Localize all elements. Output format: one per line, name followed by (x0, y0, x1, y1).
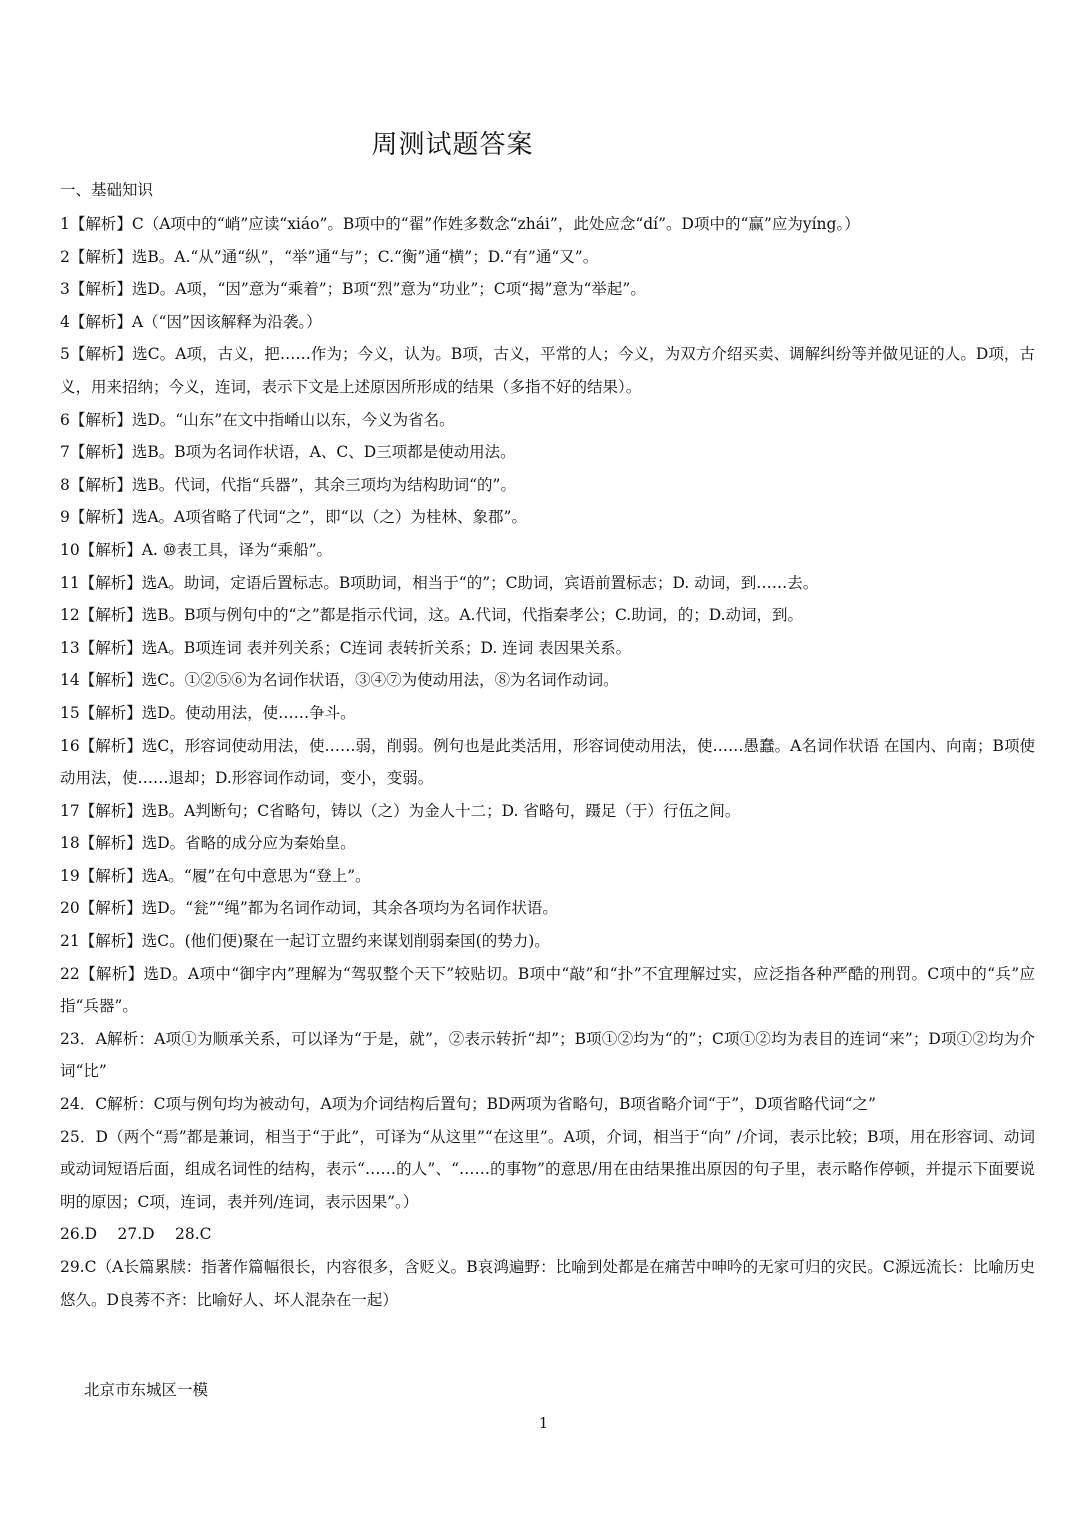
answer-item-17: 17【解析】选B。A判断句；C省略句，铸以（之）为金人十二；D. 省略句，蹑足（于）行伍之间。 (60, 801, 741, 820)
answer-item-23: 23．A解析：A项①为顺承关系，可以译为“于是，就”，②表示转折“却”；B项①②均为“的”；C项①②均为表目的连词“来”；D项①②均为介词“比” (60, 1029, 1035, 1081)
answer-item-10: 10【解析】A. ⑩表工具，译为“乘船”。 (60, 540, 333, 559)
answer-item-18: 18【解析】选D。省略的成分应为秦始皇。 (60, 834, 356, 853)
answer-item-29: 29.C（A长篇累牍：指著作篇幅很长，内容很多，含贬义。B哀鸿遍野：比喻到处都是在痛苦中呻吟的无家可归的灾民。C源远流长：比喻历史悠久。D良莠不齐：比喻好人、坏人混杂在一起） (60, 1258, 1035, 1309)
answer-item-1: 1【解析】C（A项中的“峭”应读“xiáo”。B项中的“翟”作姓多数念“zhái”，此处应念“dí”。D项中的“赢”应为yíng。） (60, 215, 860, 233)
document-title: 周测试题答案 (371, 130, 534, 160)
answer-item-8: 8【解析】选B。代词，代指“兵器”，其余三项均为结构助词“的”。 (60, 475, 516, 494)
answer-item-15: 15【解析】选D。使动用法，使……争斗。 (60, 703, 356, 722)
section-heading: 一、基础知识 (60, 181, 154, 199)
answer-item-11: 11【解析】选A。助词，定语后置标志。B项助词，相当于“的”；C助词，宾语前置标志；D. 动词，到……去。 (60, 573, 819, 592)
answer-item-2: 2【解析】选B。A.“从”通“纵”，“举”通“与”；C.“衡”通“横”；D.“有”通“又”。 (60, 247, 599, 266)
answer-item-7: 7【解析】选B。B项为名词作状语，A、C、D三项都是使动用法。 (60, 443, 516, 462)
page-number: 1 (538, 1414, 549, 1432)
answer-item-5: 5【解析】选C。A项，古义，把……作为；今义，认为。B项，古义，平常的人；今义，为双方介绍买卖、调解纠纷等并做见证的人。D项，古义，用来招纳；今义，连词，表示下文是上述原因所形成的结果（多指不好的结果）。 (60, 345, 1035, 396)
answer-item-13: 13【解析】选A。B项连词 表并列关系；C连词 表转折关系；D. 连词 表因果关系。 (60, 638, 632, 657)
answer-item-24: 24．C解析：C项与例句均为被动句，A项为介词结构后置句；BD两项为省略句，B项省略介词“于”，D项省略代词“之” (60, 1095, 876, 1114)
answer-item-4: 4【解析】A（“因”因该解释为沿袭。） (60, 312, 322, 331)
answer-item-20: 20【解析】选D。“瓮”“绳”都为名词作动词，其余各项均为名词作状语。 (60, 899, 558, 918)
answer-item-3: 3【解析】选D。A项，“因”意为“乘着”；B项“烈”意为“功业”；C项“揭”意为“举起”。 (60, 280, 646, 299)
answer-item-21: 21【解析】选C。(他们便)聚在一起订立盟约来谋划削弱秦国(的势力)。 (60, 932, 550, 951)
answer-item-19: 19【解析】选A。“履”在句中意思为“登上”。 (60, 866, 371, 885)
closing-line: 北京市东城区一模 (84, 1381, 209, 1399)
answer-list (60, 208, 1035, 1316)
answer-item-6: 6【解析】选D。“山东”在文中指崤山以东，今义为省名。 (60, 410, 455, 429)
answer-item-12: 12【解析】选B。B项与例句中的“之”都是指示代词，这。A.代词，代指秦孝公；C.助词，的；D.动词，到。 (60, 606, 804, 625)
answer-item-16: 16【解析】选C，形容词使动用法，使……弱，削弱。例句也是此类活用，形容词使动用法，使……愚蠢。A名词作状语 在国内、向南；B项使动用法，使……退却；D.形容词作动词，变小，变弱。 (60, 736, 1035, 788)
answer-item-9: 9【解析】选A。A项省略了代词“之”，即“以（之）为桂林、象郡”。 (60, 508, 527, 527)
answer-item-26-28: 26.D 27.D 28.C (60, 1225, 212, 1244)
answer-item-25: 25．D（两个“焉”都是兼词，相当于“于此”，可译为“从这里”“在这里”。A项，介词，相当于“向” /介词，表示比较；B项，用在形容词、动词或动词短语后面，组成名词性的结构，表示“……的人”、“……的事物”的意思/用在由结果推出原因的句子里，表示略作停顿，并提示下面要说明的原因；C项，连词，表并列/连词，表示因果”。） (60, 1127, 1035, 1211)
answer-item-14: 14【解析】选C。①②⑤⑥为名词作状语，③④⑦为使动用法，⑧为名词作动词。 (60, 671, 619, 690)
answer-item-22: 22【解析】选D。A项中“御宇内”理解为“驾驭整个天下”较贴切。B项中“敲”和“扑”不宜理解过实，应泛指各种严酷的刑罚。C项中的“兵”应指“兵器”。 (60, 964, 1035, 1016)
